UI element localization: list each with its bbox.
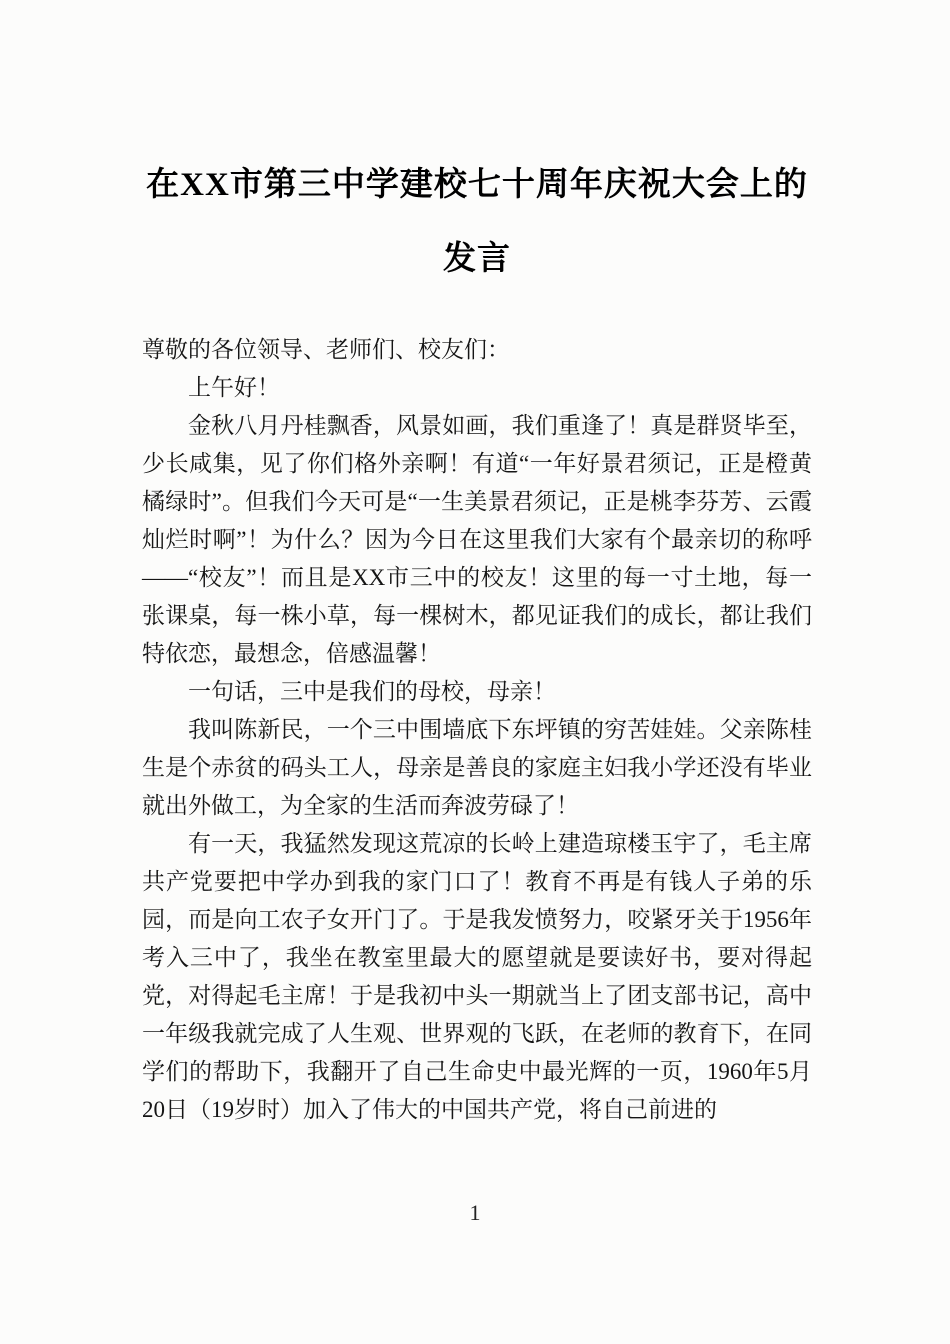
page-number: 1: [469, 1200, 481, 1225]
document-body: [142, 331, 812, 1129]
paragraph-salutation: 尊敬的各位领导、老师们、校友们：: [142, 336, 510, 362]
document-title: 在XX市第三中学建校七十周年庆祝大会上的发言: [146, 167, 808, 278]
paragraph-story: 有一天，我猛然发现这荒凉的长岭上建造琼楼玉宇了，毛主席共产党要把中学办到我的家门口了！教育不再是有钱人子弟的乐园，而是向工农子女开门了。于是我发愤努力，咬紧牙关于1956年考入三中了，我坐在教室里最大的愿望就是要读好书，要对得起党，对得起毛主席！于是我初中头一期就当上了团支部书记，高中一年级我就完成了人生观、世界观的飞跃，在老师的教育下，在同学们的帮助下，我翻开了自己生命史中最光辉的一页，1960年5月20日（19岁时）加入了伟大的中国共产党，将自己前进的: [142, 830, 812, 1122]
paragraph-opening: 金秋八月丹桂飘香，风景如画，我们重逢了！真是群贤毕至，少长咸集，见了你们格外亲啊！有道“一年好景君须记，正是橙黄橘绿时”。但我们今天可是“一生美景君须记，正是桃李芬芳、云霞灿烂时啊”！为什么？因为今日在这里我们大家有个最亲切的称呼——“校友”！而且是XX市三中的校友！这里的每一寸土地，每一张课桌，每一株小草，每一棵树木，都见证我们的成长，都让我们特依恋，最想念，倍感温馨！: [142, 412, 812, 666]
paragraph-greeting: 上午好！: [188, 374, 280, 400]
paragraph-self-introduction: 我叫陈新民，一个三中围墙底下东坪镇的穷苦娃娃。父亲陈桂生是个赤贫的码头工人，母亲是善良的家庭主妇我小学还没有毕业就出外做工，为全家的生活而奔波劳碌了！: [142, 716, 812, 818]
paragraph-summary: 一句话，三中是我们的母校，母亲！: [188, 678, 556, 704]
